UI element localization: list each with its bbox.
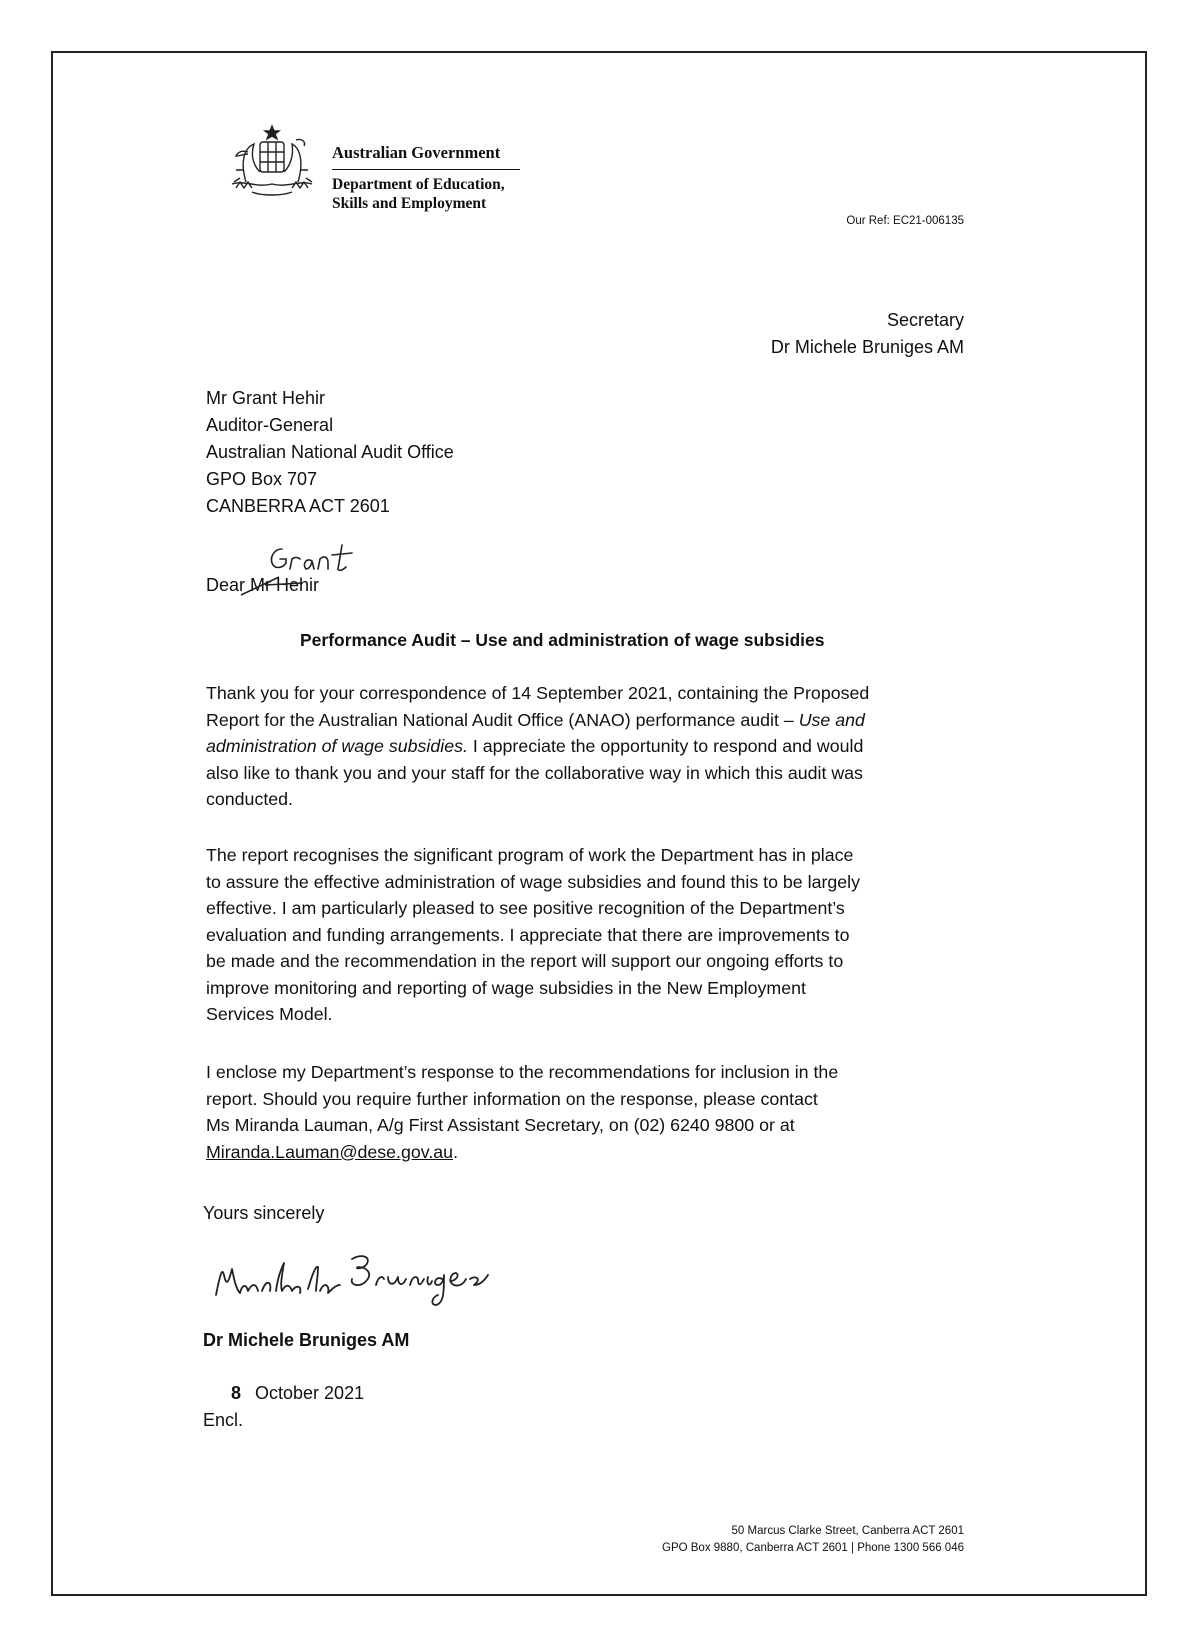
strikethrough-mark [235,573,305,599]
paragraph-line: Report for the Australian National Audit Office (ANAO) performance audit – Use and [206,709,865,730]
page-border [51,51,1147,1596]
contact-email-link[interactable]: Miranda.Lauman@dese.gov.au [206,1141,454,1162]
enclosure-note: Encl. [203,1410,244,1430]
date-day: 8 [231,1383,242,1403]
paragraph-line: I enclose my Department’s response to the recommendations for inclusion in the [206,1062,839,1082]
recipient-line: GPO Box 707 [206,469,318,489]
department-name [332,175,505,213]
paragraph-line: also like to thank you and your staff for the collaborative way in which this audit was [206,762,863,783]
signer-name: Dr Michele Bruniges AM [203,1330,410,1350]
paragraph-line: Thank you for your correspondence of 14 September 2021, containing the Proposed [206,683,870,703]
our-reference: Our Ref: EC21-006135 [846,215,964,227]
letter-subject: Performance Audit – Use and administration of wage subsidies [300,630,825,650]
footer-line-2: GPO Box 9880, Canberra ACT 2601 | Phone 1300 566 046 [662,1542,964,1554]
handwritten-grant [268,541,363,577]
recipient-address [206,385,454,520]
paragraph-line: Services Model. [206,1004,333,1024]
sender-title: Secretary [886,310,964,330]
letterhead-rule [332,169,520,170]
coat-of-arms-icon [226,122,318,202]
paragraph-line: to assure the effective administration of wage subsidies and found this to be largely [206,871,861,892]
letter-date [231,1383,364,1404]
recipient-line: CANBERRA ACT 2601 [206,496,390,516]
closing: Yours sincerely [203,1203,325,1223]
paragraph-line: Miranda.Lauman@dese.gov.au. [206,1141,459,1162]
date-month-year: October 2021 [255,1383,365,1403]
paragraph-line: conducted. [206,789,293,809]
footer-line-1: 50 Marcus Clarke Street, Canberra ACT 2601 [731,1525,964,1537]
footer-address [662,1523,964,1557]
government-name: Australian Government [332,143,501,162]
handwritten-signature [212,1245,492,1310]
paragraph-2 [206,842,986,1028]
paragraph-line: administration of wage subsidies. I appreciate the opportunity to respond and would [206,736,864,756]
salutation: Dear Mr Hehir [206,575,320,595]
paragraph-line: The report recognises the significant program of work the Department has in place [206,845,854,865]
paragraph-line: be made and the recommendation in the report will support our ongoing efforts to [206,951,844,971]
paragraph-3 [206,1059,986,1165]
recipient-line: Mr Grant Hehir [206,388,326,408]
sender-name: Dr Michele Bruniges AM [770,337,964,357]
paragraph-line: improve monitoring and reporting of wage subsidies in the New Employment [206,977,806,998]
paragraph-line: report. Should you require further information on the response, please contact [206,1088,818,1109]
paragraph-line: effective. I am particularly pleased to see positive recognition of the Department’s [206,898,845,918]
paragraph-line: evaluation and funding arrangements. I appreciate that there are improvements to [206,924,850,945]
paragraph-line: Ms Miranda Lauman, A/g First Assistant Secretary, on (02) 6240 9800 or at [206,1115,795,1135]
department-line-2: Skills and Employment [332,195,487,212]
department-line-1: Department of Education, [332,176,505,193]
paragraph-1 [206,680,986,813]
recipient-line: Auditor-General [206,415,334,435]
recipient-line: Australian National Audit Office [206,442,454,462]
sender-block [771,307,964,361]
